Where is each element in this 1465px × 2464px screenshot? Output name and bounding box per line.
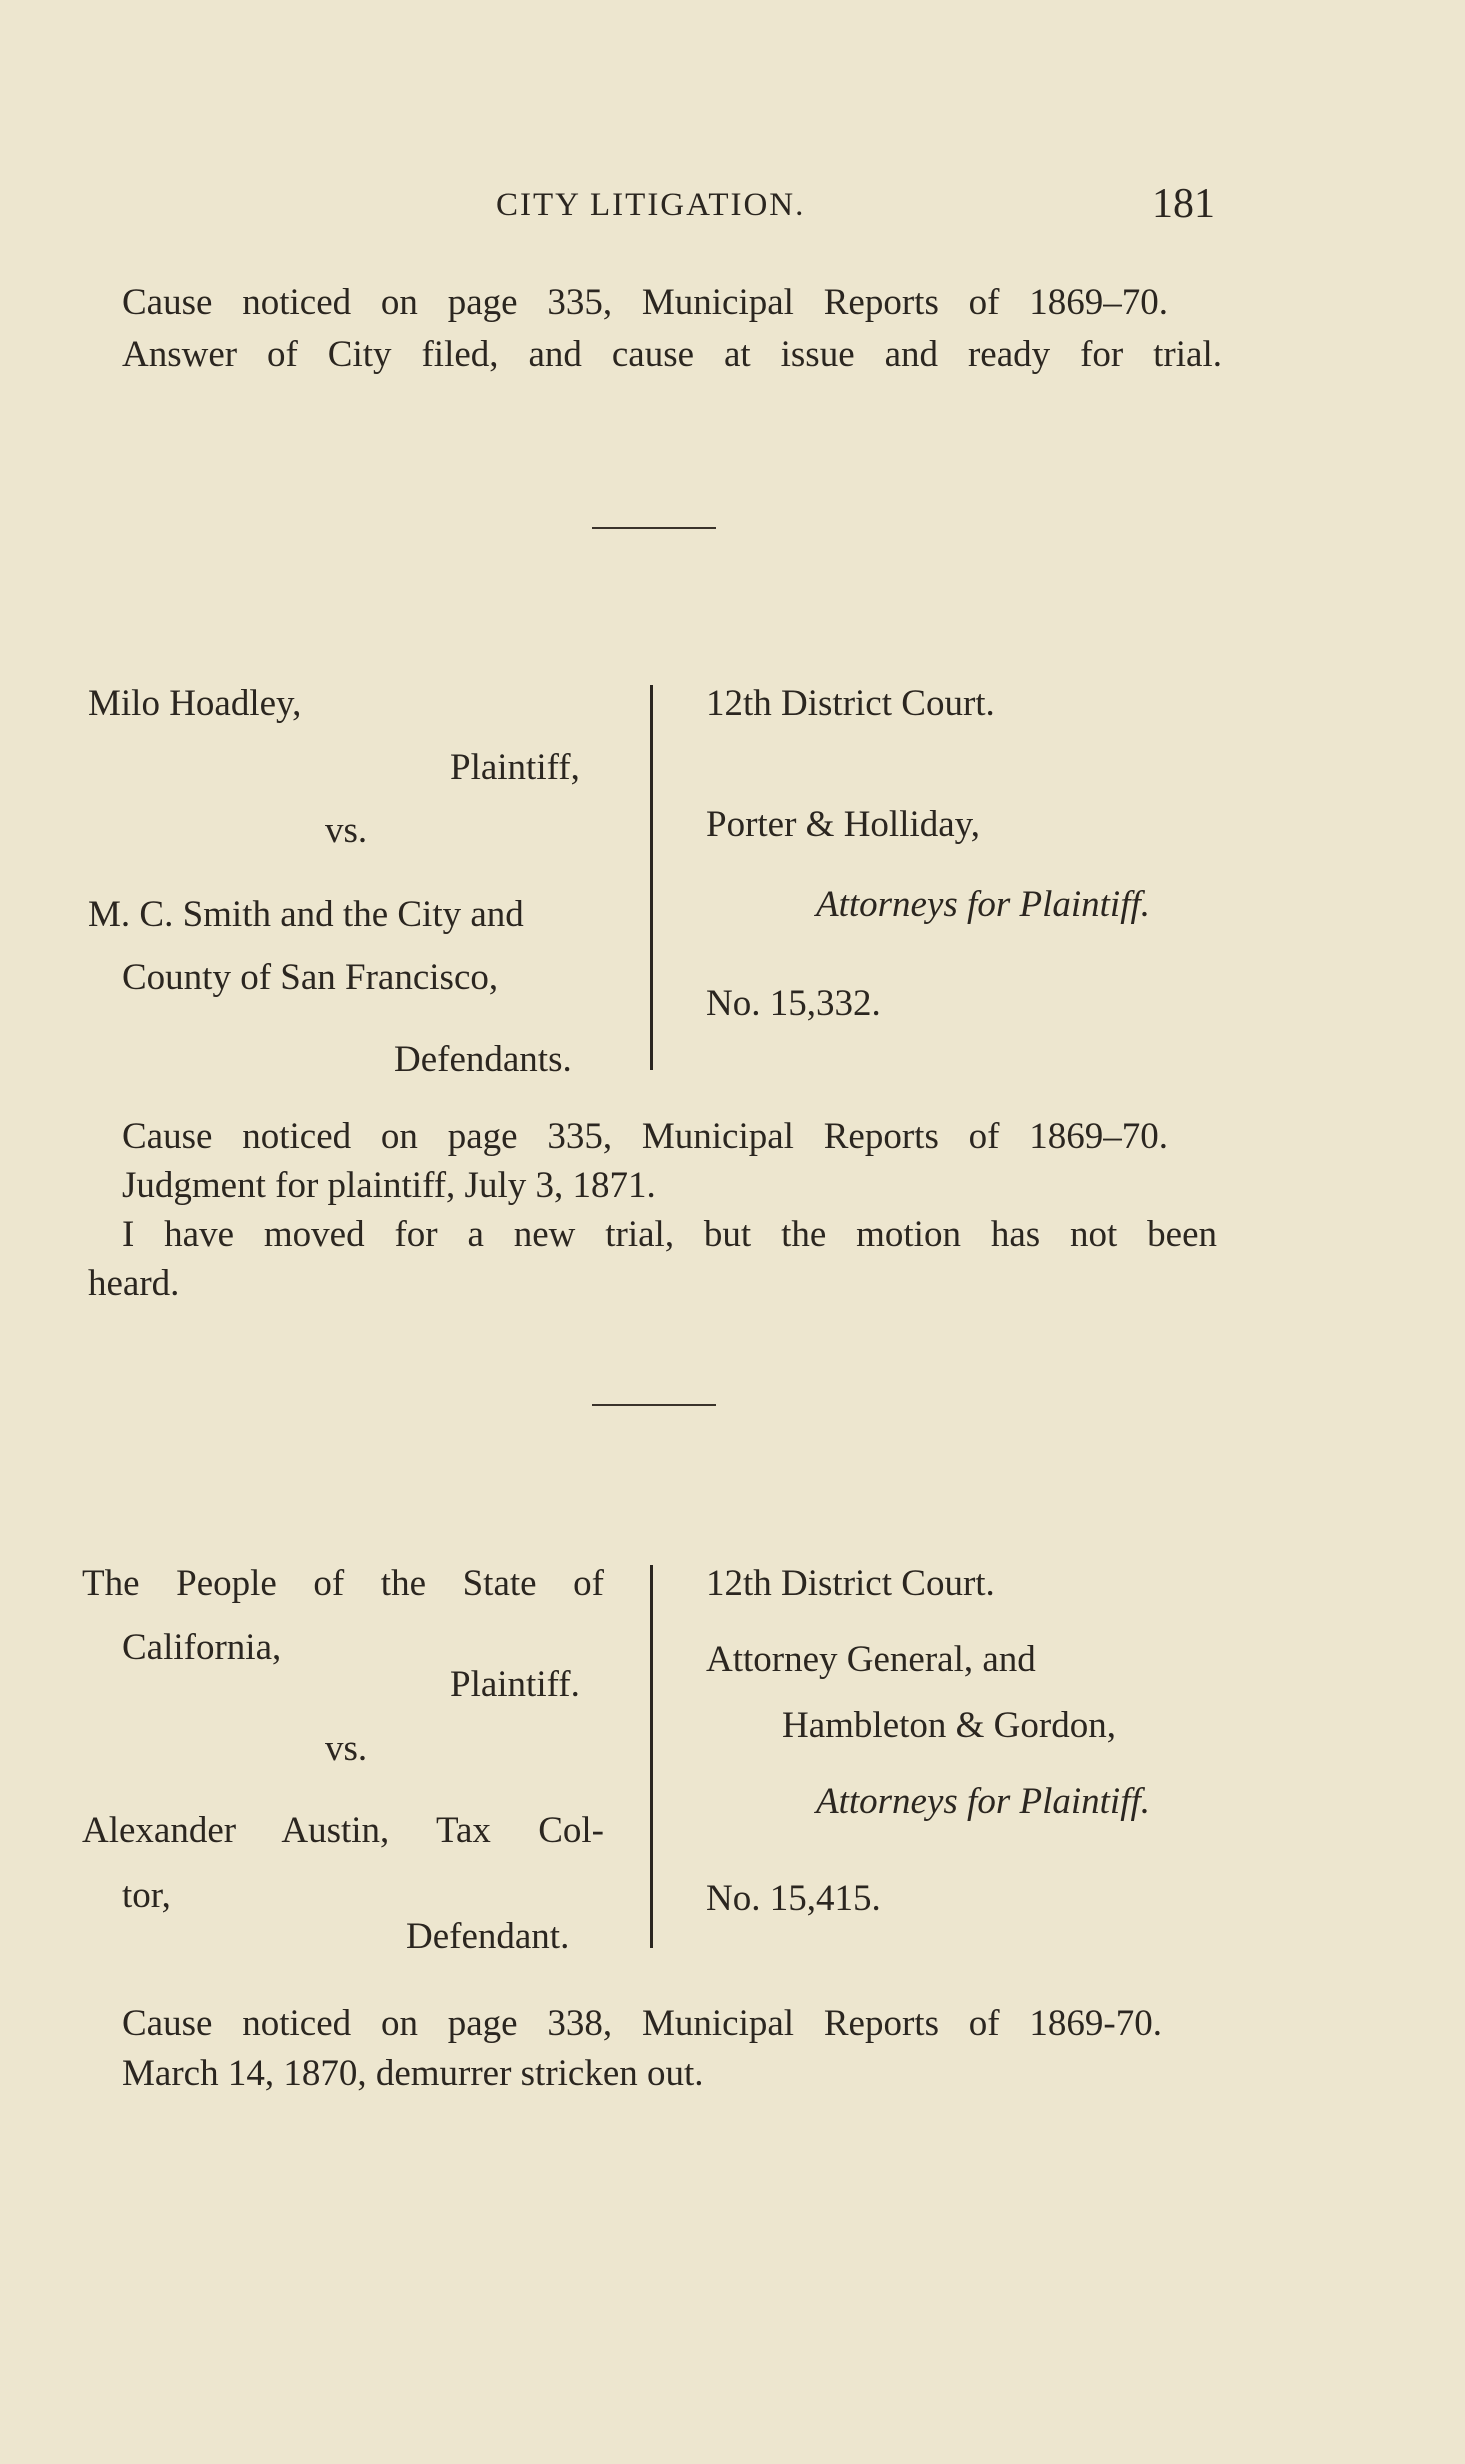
case2-attorneys-line-1: Attorney General, and [706,1639,1036,1680]
case1-versus: vs. [325,810,368,851]
case2-attorneys-line-2: Hambleton & Gordon, [782,1705,1116,1746]
case1-note-3: I have moved for a new trial, but the motion has not been [122,1214,1217,1255]
case1-number: No. 15,332. [706,983,881,1024]
case2-plaintiff-line-1: The People of the State of [82,1563,604,1604]
case1-note-1: Cause noticed on page 335, Municipal Reports of 1869–70. [122,1116,1168,1157]
case2-court: 12th District Court. [706,1563,995,1604]
case1-court: 12th District Court. [706,683,995,724]
case1-note-4: heard. [88,1263,180,1304]
case1-plaintiff-role: Plaintiff, [450,747,580,788]
intro-line-2: Answer of City filed, and cause at issue and ready for trial. [122,334,1222,375]
case1-brace [650,685,653,1070]
case2-defendant-line-2: tor, [122,1875,171,1916]
section-divider-2 [592,1404,716,1406]
case2-defendant-line-1: Alexander Austin, Tax Col- [82,1810,604,1851]
case1-attorneys-role: Attorneys for Plaintiff. [816,884,1151,925]
case2-versus: vs. [325,1728,368,1769]
case2-note-2: March 14, 1870, demurrer stricken out. [122,2053,704,2094]
running-title: CITY LITIGATION. [496,187,806,223]
case2-plaintiff-line-2: California, [122,1627,282,1668]
case1-plaintiff: Milo Hoadley, [88,683,302,724]
case1-attorneys: Porter & Holliday, [706,804,981,845]
page-number: 181 [1152,181,1215,227]
case2-number: No. 15,415. [706,1878,881,1919]
intro-line-1: Cause noticed on page 335, Municipal Reports of 1869–70. [122,282,1168,323]
case1-defendant-line-1: M. C. Smith and the City and [88,894,524,935]
case2-plaintiff-role: Plaintiff. [450,1664,580,1705]
case1-defendant-line-2: County of San Francisco, [122,957,499,998]
case2-brace [650,1565,653,1948]
case2-defendant-role: Defendant. [406,1916,570,1957]
case1-note-2: Judgment for plaintiff, July 3, 1871. [122,1165,656,1206]
case1-defendant-role: Defendants. [394,1039,572,1080]
case2-attorneys-role: Attorneys for Plaintiff. [816,1781,1151,1822]
case2-note-1: Cause noticed on page 338, Municipal Reports of 1869-70. [122,2003,1162,2044]
section-divider-1 [592,527,716,529]
